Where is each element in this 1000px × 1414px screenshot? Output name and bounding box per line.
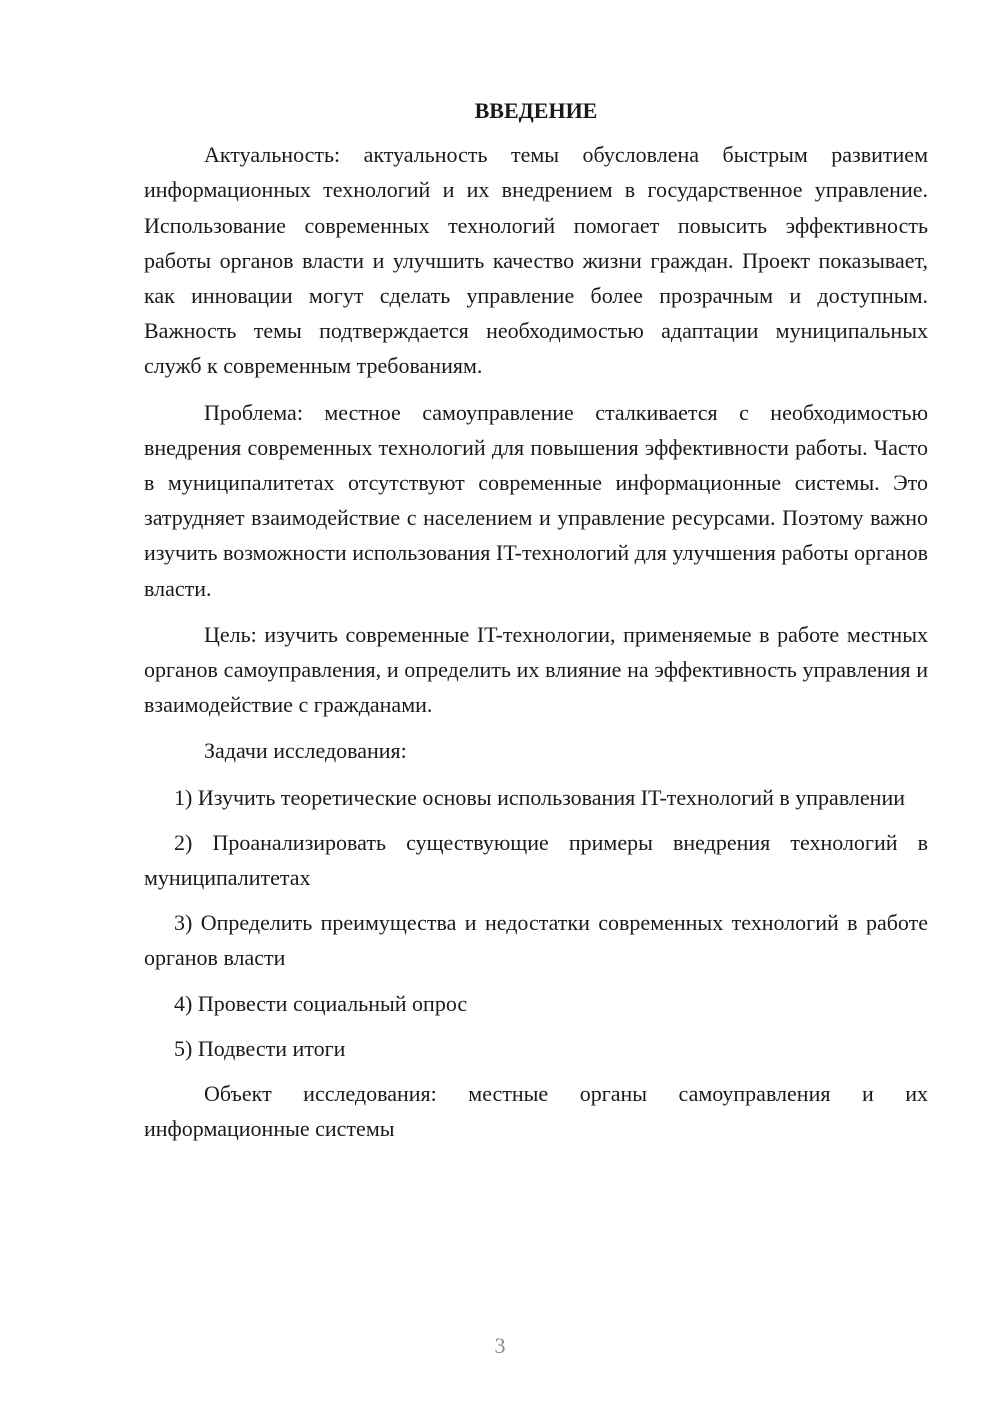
paragraph-goal: Цель: изучить современные IT-технологии, применяемые в работе местных органов самоуправления, и определить их влияние на эффективность управления и взаимодействие с гражданами. — [144, 621, 928, 718]
tasks-title: Задачи исследования: — [204, 738, 407, 764]
tasks-list — [144, 780, 928, 1066]
list-item: 5) Подвести итоги — [174, 1035, 346, 1061]
section-heading: ВВЕДЕНИЕ — [474, 98, 598, 123]
paragraph-relevance: Актуальность: актуальность темы обусловлена быстрым развитием информационных технологий и их внедрением в государственное управление. Использование современных технологий помогает повысить эффективность работы органов власти и улучшить качество жизни граждан. Проект показывает, как инновации могут сделать управление более прозрачным и доступным. Важность темы подтверждается необходимостью адаптации муниципальных служб к современным требованиям. — [144, 142, 928, 379]
list-item: 1) Изучить теоретические основы использования IT-технологий в управлении — [174, 784, 905, 810]
paragraph-object: Объект исследования: местные органы самоуправления и их информационные системы — [144, 1081, 928, 1142]
page-number: 3 — [494, 1333, 506, 1358]
list-item: 2) Проанализировать существующие примеры внедрения технологий в муниципалитетах — [144, 829, 928, 891]
paragraph-problem: Проблема: местное самоуправление сталкивается с необходимостью внедрения современных технологий для повышения эффективности работы. Часто в муниципалитетах отсутствуют современные информационные системы. Это затрудняет взаимодействие с населением и управление ресурсами. Поэтому важно изучить возможности использования IT-технологий для улучшения работы органов власти. — [144, 399, 928, 601]
document-page — [144, 93, 928, 1157]
list-item: 3) Определить преимущества и недостатки современных технологий в работе органов власти — [144, 910, 928, 971]
list-item: 4) Провести социальный опрос — [174, 990, 468, 1016]
